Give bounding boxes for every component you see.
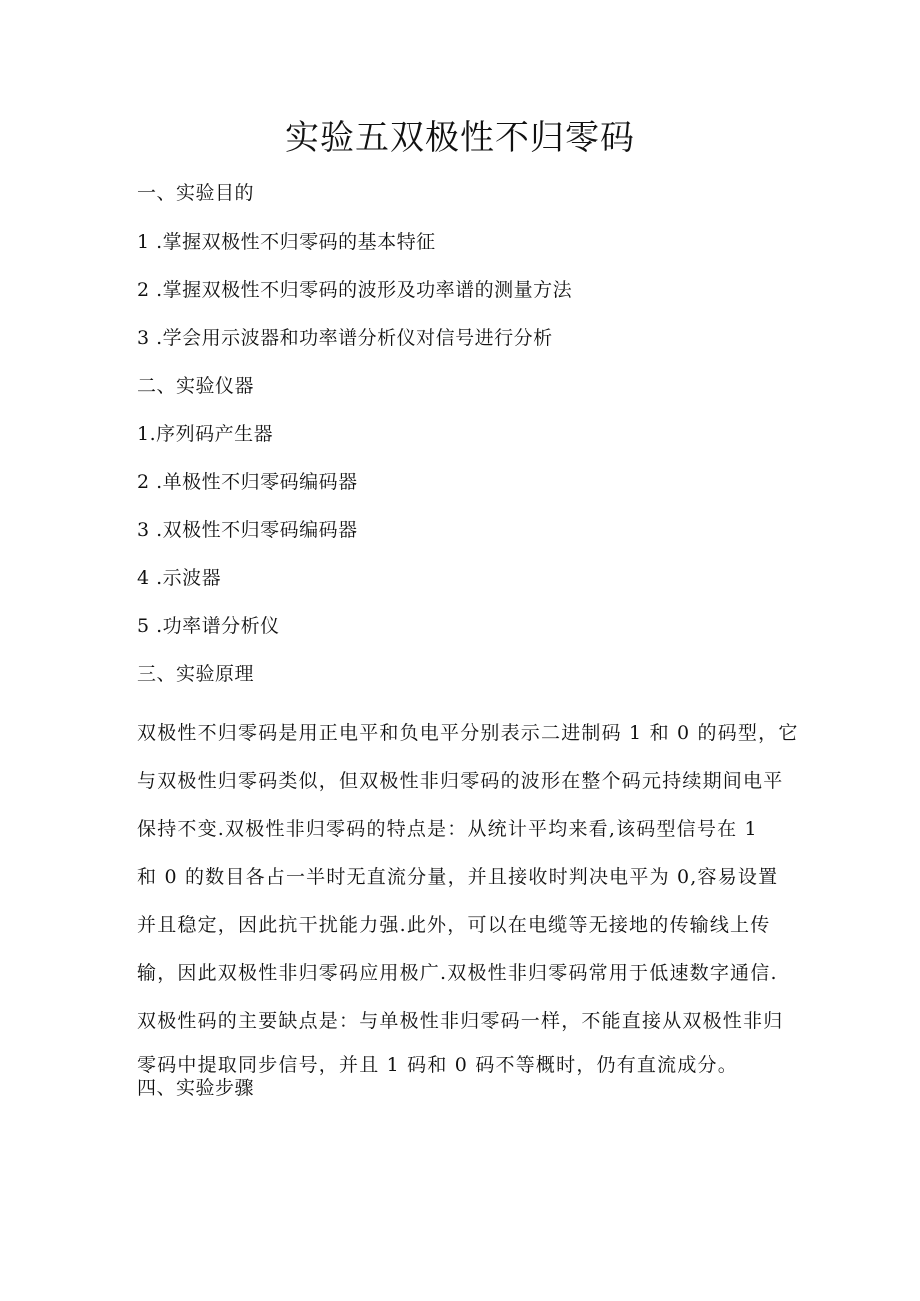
paragraph-line: 输，因此双极性非归零码应用极广.双极性非归零码常用于低速数字通信. bbox=[137, 962, 778, 984]
objective-item: 1 .掌握双极性不归零码的基本特征 bbox=[137, 231, 436, 253]
paragraph-line: 并且稳定，因此抗干扰能力强.此外，可以在电缆等无接地的传输线上传 bbox=[137, 914, 771, 936]
equipment-item: 1.序列码产生器 bbox=[137, 423, 274, 445]
equipment-item: 2 .单极性不归零码编码器 bbox=[137, 471, 358, 493]
principle-paragraph bbox=[137, 709, 799, 1085]
paragraph-line: 保持不变.双极性非归零码的特点是：从统计平均来看,该码型信号在 1 bbox=[137, 818, 758, 840]
section-heading-principle: 三、实验原理 bbox=[137, 663, 255, 685]
equipment-item: 5 .功率谱分析仪 bbox=[137, 615, 280, 637]
paragraph-line: 双极性不归零码是用正电平和负电平分别表示二进制码 1 和 0 的码型，它 bbox=[137, 722, 799, 744]
objective-item: 3 .学会用示波器和功率谱分析仪对信号进行分析 bbox=[137, 327, 553, 349]
paragraph-line: 零码中提取同步信号，并且 1 码和 0 码不等概时，仍有直流成分。 bbox=[137, 1054, 738, 1076]
equipment-item: 4 .示波器 bbox=[137, 567, 222, 589]
objective-item: 2 .掌握双极性不归零码的波形及功率谱的测量方法 bbox=[137, 279, 573, 301]
equipment-item: 3 .双极性不归零码编码器 bbox=[137, 519, 358, 541]
paragraph-line: 与双极性归零码类似，但双极性非归零码的波形在整个码元持续期间电平 bbox=[137, 770, 784, 792]
section-heading-equipment: 二、实验仪器 bbox=[137, 375, 255, 397]
paragraph-line: 和 0 的数目各占一半时无直流分量，并且接收时判决电平为 0,容易设置 bbox=[137, 866, 779, 888]
section-heading-steps: 四、实验步骤 bbox=[137, 1077, 255, 1099]
document-title: 实验五双极性不归零码 bbox=[285, 118, 635, 158]
paragraph-line: 双极性码的主要缺点是：与单极性非归零码一样，不能直接从双极性非归 bbox=[137, 1010, 784, 1032]
section-heading-objectives: 一、实验目的 bbox=[137, 182, 255, 204]
